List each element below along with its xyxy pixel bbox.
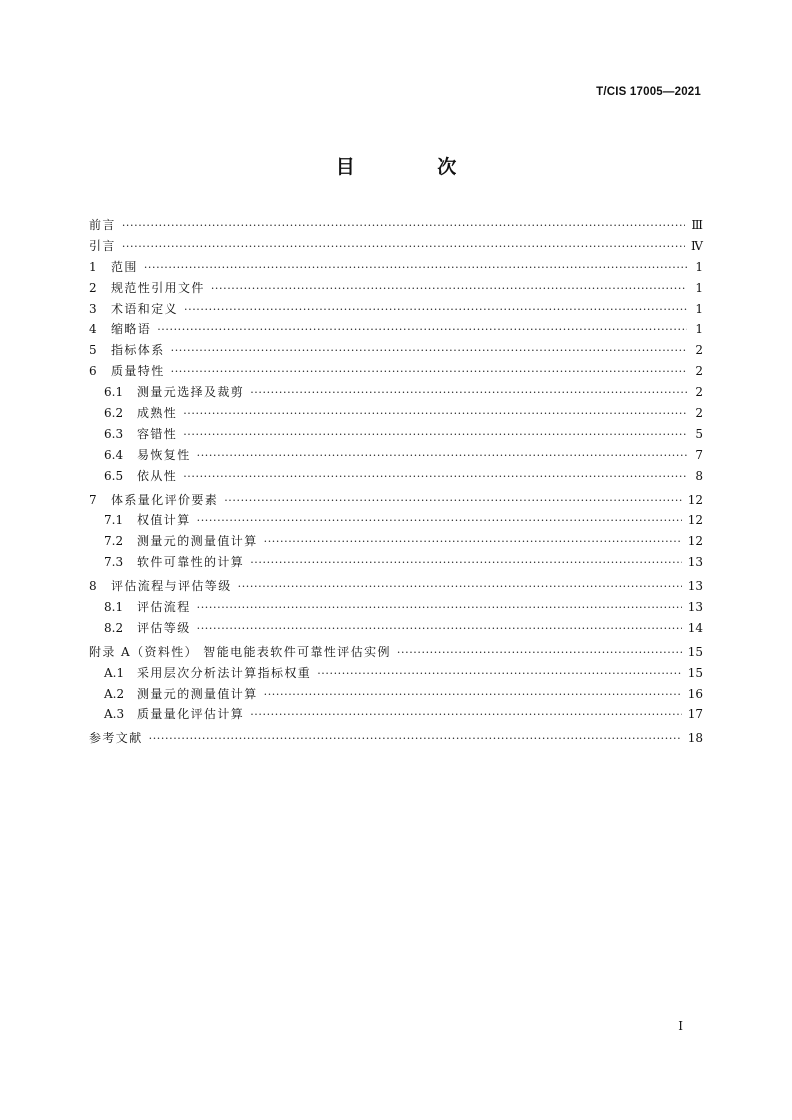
toc-entry[interactable] <box>89 319 703 340</box>
toc-leader-dots <box>197 511 682 532</box>
toc-entry-label: 指标体系 <box>111 343 165 358</box>
toc-entry-label: 测量元的测量值计算 <box>137 534 258 549</box>
toc-leader-dots <box>250 553 682 574</box>
toc-entry[interactable] <box>89 510 703 531</box>
toc-leader-dots <box>264 685 682 706</box>
toc-leader-dots <box>122 216 686 237</box>
table-of-contents <box>89 215 703 749</box>
toc-entry[interactable] <box>89 257 703 278</box>
toc-entry[interactable] <box>89 236 703 257</box>
toc-entry-page: 15 <box>687 665 703 680</box>
toc-entry-label: 容错性 <box>137 426 178 441</box>
toc-entry-label: 质量特性 <box>111 364 165 379</box>
toc-entry-number: 7 <box>89 492 97 507</box>
toc-leader-dots <box>250 383 687 404</box>
toc-entry[interactable] <box>89 642 703 663</box>
toc-entry-page: 13 <box>687 600 703 615</box>
toc-entry-page: 8 <box>695 468 703 483</box>
toc-entry-label: 权值计算 <box>137 513 191 528</box>
toc-entry[interactable] <box>89 403 703 424</box>
toc-entry[interactable] <box>89 299 703 320</box>
toc-leader-dots <box>197 598 682 619</box>
toc-entry-label: 依从性 <box>137 468 178 483</box>
toc-entry-page: 5 <box>695 426 703 441</box>
toc-entry-number: 8.2 <box>104 620 124 635</box>
toc-leader-dots <box>197 446 687 467</box>
toc-entry[interactable] <box>89 278 703 299</box>
toc-entry-number: 7.3 <box>104 555 124 570</box>
toc-entry-page: 1 <box>695 322 703 337</box>
toc-entry-page: 15 <box>687 644 703 659</box>
toc-entry-page: Ⅳ <box>691 238 703 253</box>
toc-entry[interactable] <box>89 728 703 749</box>
toc-entry[interactable] <box>89 618 703 639</box>
toc-entry-label: 软件可靠性的计算 <box>137 555 245 570</box>
toc-entry-number: A.2 <box>104 686 125 701</box>
toc-entry-number: 8 <box>89 579 97 594</box>
toc-entry-label: 测量元选择及裁剪 <box>137 385 245 400</box>
toc-entry-page: 12 <box>687 534 703 549</box>
toc-leader-dots <box>144 258 687 279</box>
toc-entry-number: 1 <box>89 259 97 274</box>
toc-entry-number: 7.1 <box>104 513 124 528</box>
toc-entry-label: 采用层次分析法计算指标权重 <box>137 665 312 680</box>
toc-entry-page: 2 <box>695 406 703 421</box>
page-number: Ⅰ <box>678 1019 683 1033</box>
toc-entry[interactable] <box>89 382 703 403</box>
toc-entry-page: 2 <box>695 385 703 400</box>
toc-leader-dots <box>171 341 687 362</box>
toc-leader-dots <box>157 320 687 341</box>
toc-leader-dots <box>264 532 682 553</box>
toc-entry-page: 14 <box>687 620 703 635</box>
toc-entry[interactable] <box>89 704 703 725</box>
toc-entry-number: 6.5 <box>104 468 124 483</box>
toc-entry-label: 规范性引用文件 <box>111 280 205 295</box>
toc-entry-label: 术语和定义 <box>111 301 179 316</box>
toc-entry-number: 6.2 <box>104 406 124 421</box>
toc-entry-number: A.3 <box>104 707 125 722</box>
toc-entry-number: 6.3 <box>104 426 124 441</box>
toc-entry-label: 质量量化评估计算 <box>137 707 245 722</box>
toc-entry-label: 评估流程 <box>137 600 191 615</box>
toc-entry-label: 测量元的测量值计算 <box>137 686 258 701</box>
toc-leader-dots <box>183 404 687 425</box>
toc-entry-label: 体系量化评价要素 <box>111 492 219 507</box>
toc-entry[interactable] <box>89 361 703 382</box>
toc-entry-page: 2 <box>695 343 703 358</box>
toc-leader-dots <box>317 664 682 685</box>
toc-leader-dots <box>183 467 687 488</box>
toc-leader-dots <box>211 279 687 300</box>
toc-entry[interactable] <box>89 531 703 552</box>
toc-entry-label: 评估流程与评估等级 <box>111 579 232 594</box>
toc-entry-page: 12 <box>687 492 703 507</box>
toc-leader-dots <box>149 729 682 750</box>
toc-entry[interactable] <box>89 597 703 618</box>
toc-leader-dots <box>250 705 682 726</box>
toc-entry-label: 参考文献 <box>89 731 143 746</box>
toc-entry-page: Ⅲ <box>691 218 703 232</box>
toc-entry-label: 附录 A（资料性） 智能电能表软件可靠性评估实例 <box>89 644 391 659</box>
toc-entry-number: 2 <box>89 280 97 295</box>
toc-entry-page: 1 <box>695 280 703 295</box>
toc-entry[interactable] <box>89 490 703 511</box>
toc-leader-dots <box>171 362 687 383</box>
toc-entry-number: 6.1 <box>104 385 124 400</box>
toc-leader-dots <box>122 237 685 258</box>
toc-entry[interactable] <box>89 552 703 573</box>
toc-leader-dots <box>183 425 687 446</box>
toc-entry[interactable] <box>89 340 703 361</box>
toc-entry[interactable] <box>89 663 703 684</box>
toc-entry-page: 1 <box>695 259 703 274</box>
toc-entry-page: 1 <box>695 301 703 316</box>
toc-entry-page: 7 <box>695 447 703 462</box>
toc-entry-number: A.1 <box>104 665 125 680</box>
toc-entry-page: 18 <box>687 731 703 746</box>
toc-entry-label: 易恢复性 <box>137 447 191 462</box>
toc-leader-dots <box>184 300 687 321</box>
page-title: 目 次 <box>335 156 495 178</box>
toc-leader-dots <box>197 619 682 640</box>
toc-entry-label: 成熟性 <box>137 406 178 421</box>
toc-entry-page: 17 <box>687 707 703 722</box>
document-code: T/CIS 17005—2021 <box>596 86 701 98</box>
toc-entry-label: 缩略语 <box>111 322 152 337</box>
toc-leader-dots <box>238 577 682 598</box>
toc-entry[interactable] <box>89 466 703 487</box>
toc-entry[interactable] <box>89 445 703 466</box>
toc-entry-number: 6.4 <box>104 447 124 462</box>
toc-entry-number: 5 <box>89 343 97 358</box>
toc-entry-label: 引言 <box>89 238 116 253</box>
toc-leader-dots <box>397 643 682 664</box>
toc-entry-page: 13 <box>687 555 703 570</box>
toc-leader-dots <box>224 491 682 512</box>
toc-entry-label: 评估等级 <box>137 620 191 635</box>
toc-entry-label: 范围 <box>111 259 138 274</box>
toc-entry[interactable] <box>89 215 703 236</box>
toc-entry-number: 6 <box>89 364 97 379</box>
toc-entry-page: 2 <box>695 364 703 379</box>
toc-entry-page: 12 <box>687 513 703 528</box>
toc-entry[interactable] <box>89 684 703 705</box>
toc-entry-number: 3 <box>89 301 97 316</box>
toc-entry-page: 16 <box>687 686 703 701</box>
toc-entry-page: 13 <box>687 579 703 594</box>
toc-entry-number: 7.2 <box>104 534 124 549</box>
toc-entry[interactable] <box>89 576 703 597</box>
toc-entry-number: 4 <box>89 322 97 337</box>
toc-entry-number: 8.1 <box>104 600 124 615</box>
toc-entry[interactable] <box>89 424 703 445</box>
toc-entry-label: 前言 <box>89 218 116 232</box>
